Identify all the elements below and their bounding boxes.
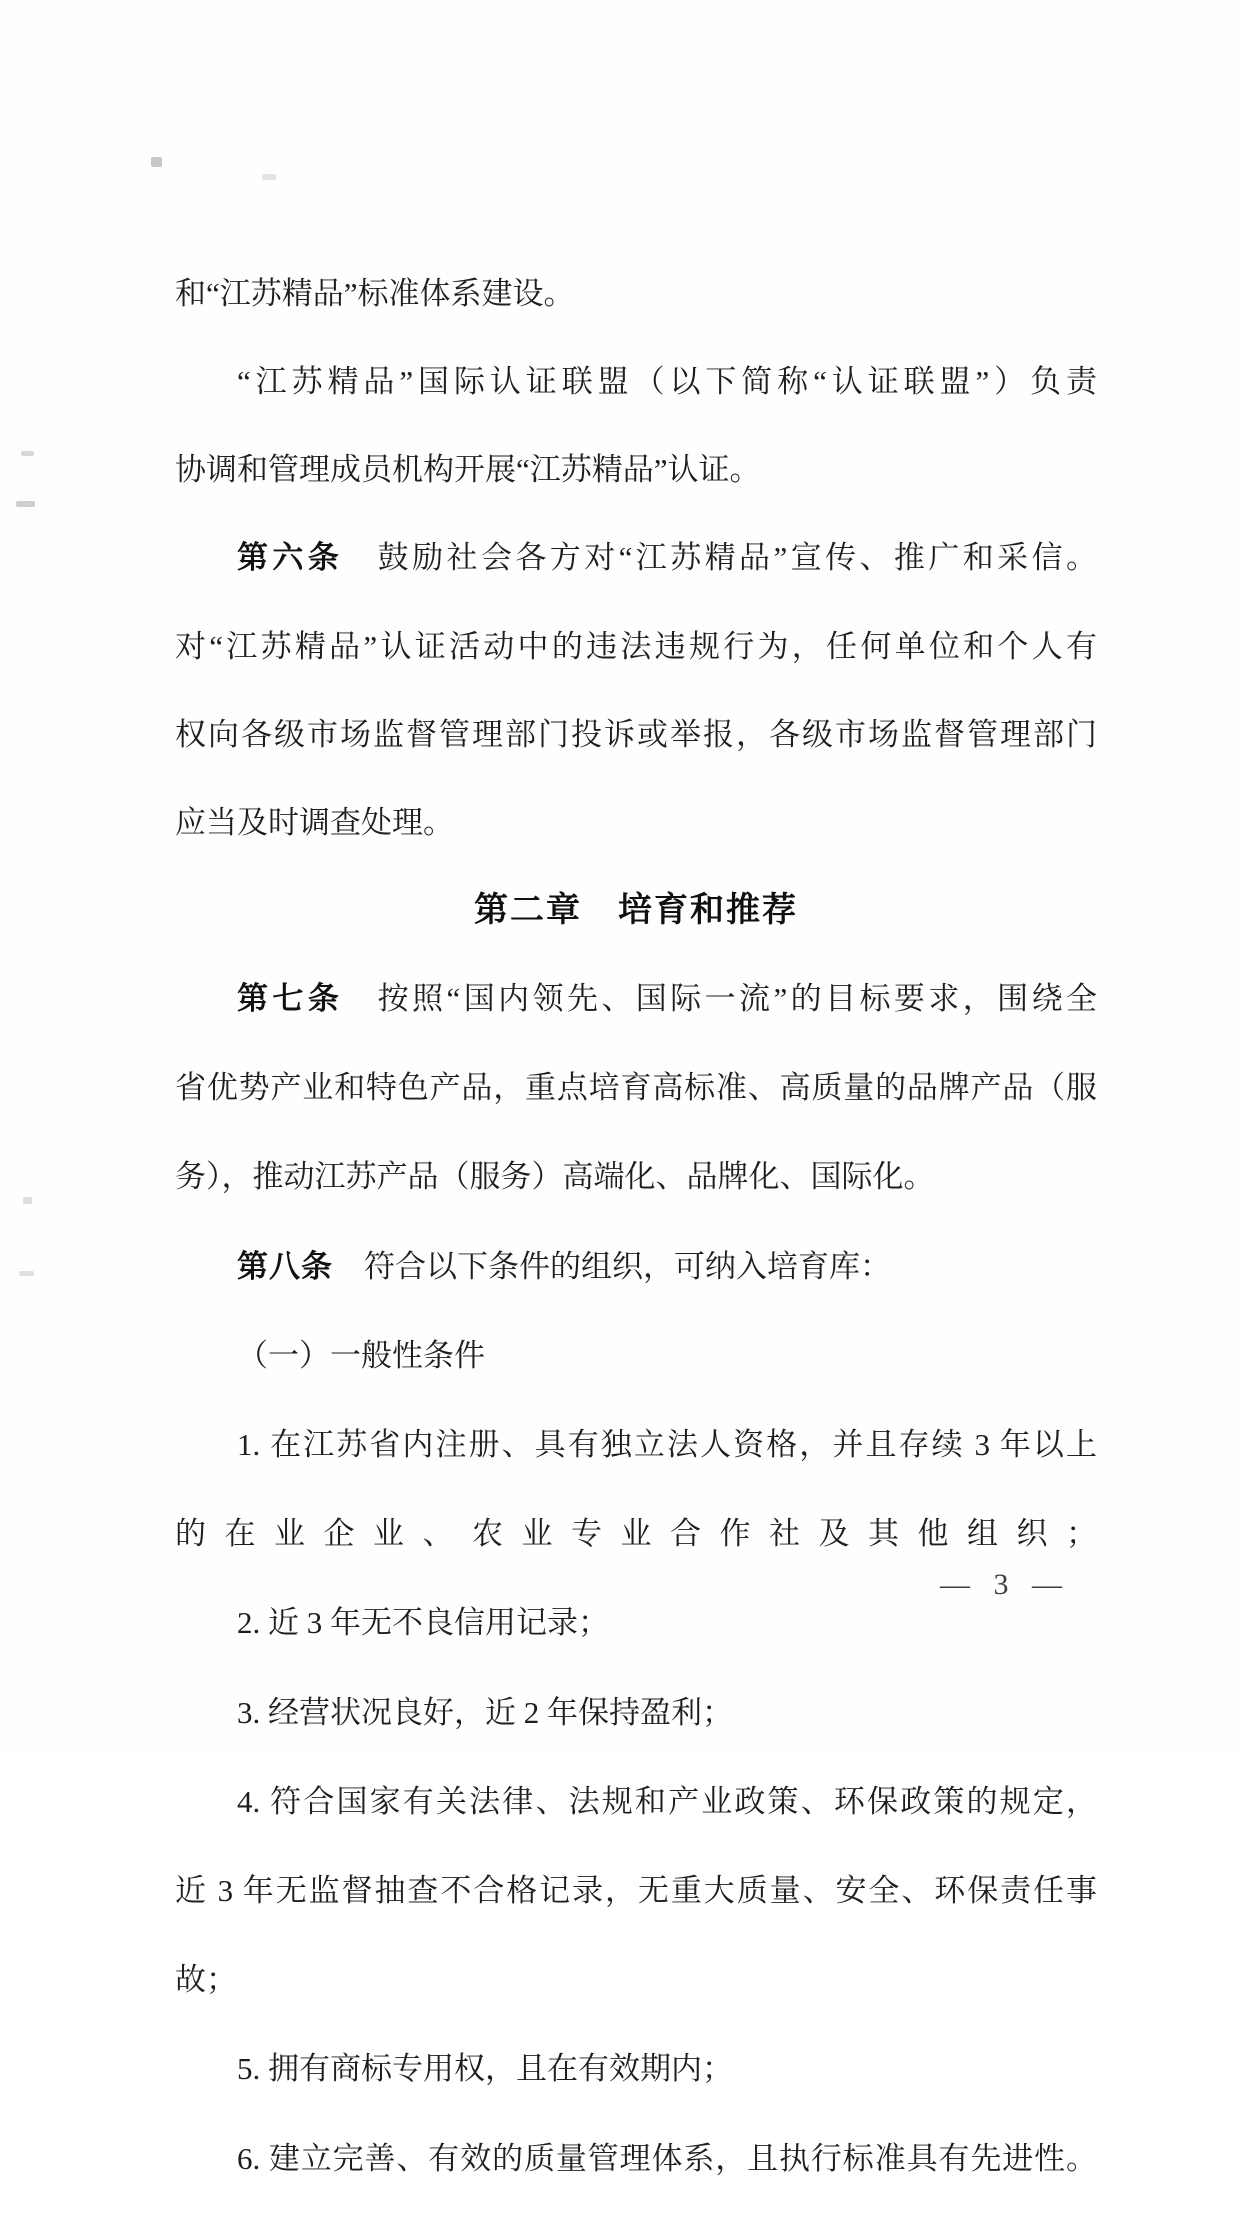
paragraph-line — [175, 1238, 1097, 1296]
list-item-heading — [175, 1327, 1097, 1385]
line-text: 省优势产业和特色产品，重点培育高标准、高质量的品牌产品（服 — [175, 1070, 1097, 1106]
line-text: 故； — [175, 1962, 237, 1998]
document-body — [175, 234, 1097, 2219]
article-8-label: 第八条 — [237, 1248, 333, 1285]
line-text: 2. 近 3 年无不良信用记录； — [237, 1605, 609, 1641]
scan-artifact — [16, 501, 35, 507]
list-item — [175, 1505, 1097, 1563]
list-item — [175, 1951, 1097, 2009]
list-item — [175, 1594, 1097, 1652]
line-text: 3. 经营状况良好，近 2 年保持盈利； — [237, 1694, 733, 1730]
line-text: 6. 建立完善、有效的质量管理体系，且执行标准具有先进性。 — [237, 2140, 1097, 2176]
paragraph-line — [175, 353, 1097, 410]
paragraph-line — [175, 794, 1097, 851]
line-text: 务），推动江苏产品（服务）高端化、品牌化、国际化。 — [175, 1159, 935, 1195]
paragraph-line — [175, 970, 1097, 1028]
paragraph-line — [175, 706, 1097, 763]
line-text: （一）一般性条件 — [237, 1337, 485, 1373]
paragraph-line — [175, 265, 1097, 322]
line-text: 和“江苏精品”标准体系建设。 — [175, 276, 575, 311]
scan-artifact — [262, 174, 276, 180]
list-item — [175, 1684, 1097, 1742]
article-6-label: 第六条 — [237, 540, 344, 576]
paragraph-line — [175, 529, 1097, 587]
line-text: 4. 符合国家有关法律、法规和产业政策、环保政策的规定， — [237, 1783, 1097, 1819]
page-number: — 3 — — [940, 1568, 1070, 1601]
paragraph-line — [175, 441, 1097, 498]
list-item — [175, 1773, 1097, 1831]
paragraph-line — [175, 618, 1097, 675]
line-text: 对“江苏精品”认证活动中的违法违规行为，任何单位和个人有 — [175, 629, 1097, 664]
line-text: 的在业企业、农业专业合作社及其他组织； — [175, 1516, 1097, 1552]
article-7-label: 第七条 — [237, 981, 344, 1017]
line-text: 应当及时调查处理。 — [175, 805, 454, 840]
paragraph-line — [175, 1059, 1097, 1117]
list-item — [175, 1862, 1097, 1920]
scan-artifact — [151, 157, 162, 167]
scan-artifact — [23, 1197, 32, 1204]
list-item — [175, 1416, 1097, 1474]
scan-artifact — [21, 451, 34, 456]
scan-artifact — [19, 1271, 34, 1276]
line-text: 5. 拥有商标专用权，且在有效期内； — [237, 2051, 733, 2087]
line-text: 近 3 年无监督抽查不合格记录，无重大质量、安全、环保责任事 — [175, 1873, 1097, 1909]
line-text: 权向各级市场监督管理部门投诉或举报，各级市场监督管理部门 — [175, 717, 1097, 752]
line-text: 1. 在江苏省内注册、具有独立法人资格，并且存续 3 年以上 — [237, 1427, 1097, 1463]
list-item — [175, 2040, 1097, 2098]
line-text: 按照“国内领先、国际一流”的目标要求，围绕全 — [343, 981, 1097, 1016]
list-item — [175, 2130, 1097, 2188]
chapter-heading: 第二章 培育和推荐 — [474, 890, 798, 930]
line-text: 协调和管理成员机构开展“江苏精品”认证。 — [175, 452, 761, 487]
line-text: 符合以下条件的组织，可纳入培育库： — [333, 1248, 891, 1284]
line-text: 鼓励社会各方对“江苏精品”宣传、推广和采信。 — [343, 540, 1097, 575]
paragraph-line — [175, 1148, 1097, 1206]
line-text: “江苏精品”国际认证联盟（以下简称“认证联盟”）负责 — [237, 364, 1097, 399]
